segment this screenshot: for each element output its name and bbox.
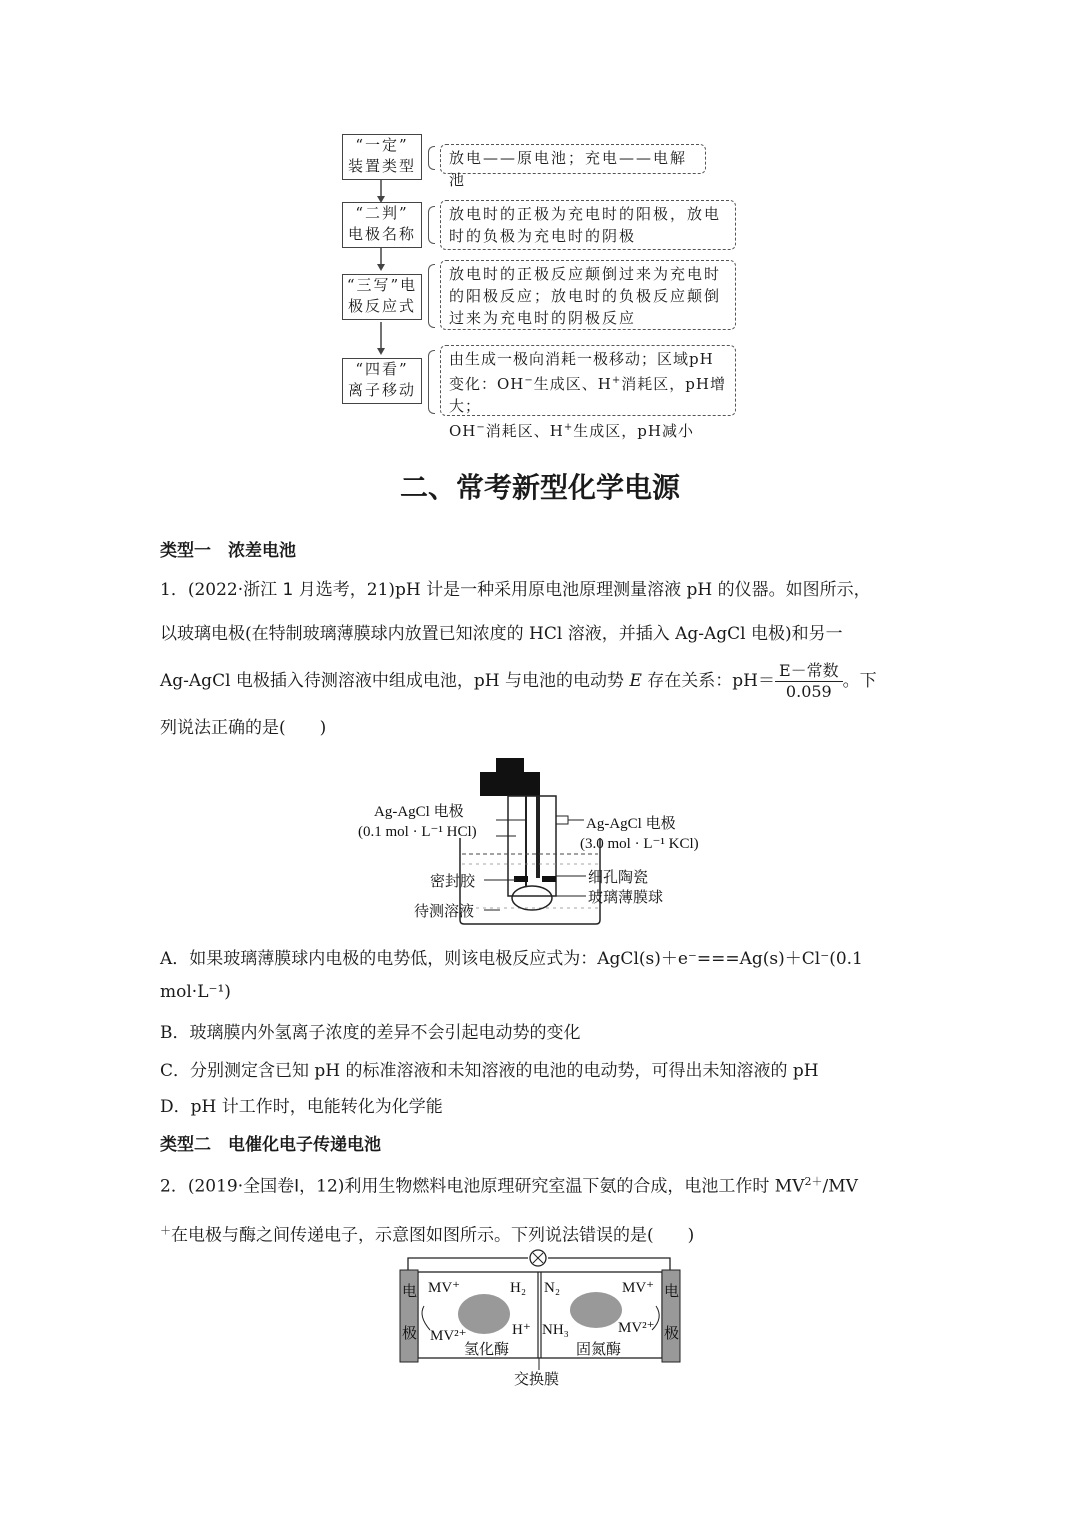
flow-desc-4-line3 (449, 417, 727, 442)
q1-line2: 以玻璃电极(在特制玻璃薄膜球内放置已知浓度的 HCl 溶液，并插入 Ag-AgCl 电极)和另一 (160, 624, 843, 644)
beaker (460, 838, 600, 924)
flow-step-2-line1: “二判” (355, 204, 409, 222)
q1-source: 浙江 1 月选考 (243, 580, 350, 600)
cycle-arrow (422, 1306, 430, 1330)
q2-charge: 2＋ (804, 1175, 823, 1188)
label-seal: 密封胶 (430, 874, 476, 890)
label-mv-plus-left: MV⁺ (428, 1280, 461, 1296)
q1-option-c: C．分别测定含已知 pH 的标准溶液和未知溶液的电池的电动势，可得出未知溶液的 pH (160, 1061, 819, 1081)
q2-number: 2．(2019· (160, 1176, 244, 1197)
flow-step-3-line1: “三写”电 (346, 276, 418, 294)
ion-text: 消耗区，pH增大； (449, 375, 726, 415)
flow-brace-4 (428, 350, 435, 414)
fuel-cell-diagram (396, 1246, 692, 1390)
label-h2: H₂ (510, 1280, 527, 1296)
flow-desc-4-line1: 由生成一极向消耗一极移动；区域pH (449, 350, 714, 368)
left-electrode-label-top: 电 (402, 1284, 418, 1300)
q2-line1 (160, 1160, 920, 1209)
label-right-electrode: Ag-AgCl 电极 (586, 816, 676, 832)
label-ceramic: 细孔陶瓷 (588, 870, 649, 886)
q2-source: 全国卷Ⅰ (243, 1176, 300, 1197)
flow-step-4-line1: “四看” (355, 360, 409, 378)
q1-option-a-line1: A．如果玻璃薄膜球内电极的电势低，则该电极反应式为：AgCl(s)＋e⁻===Ag(s)＋Cl⁻(0.1 (160, 949, 863, 969)
q1-text: 。下 (842, 671, 877, 691)
flow-brace-1 (428, 146, 435, 170)
right-electrode-label-top: 电 (664, 1284, 680, 1300)
ion-text: 变化：OH (449, 375, 525, 393)
seal-left (514, 876, 528, 882)
ion-charge: − (476, 422, 486, 433)
section-title: 二、常考新型化学电源 (399, 471, 680, 504)
label-glass-bulb: 玻璃薄膜球 (588, 890, 664, 906)
seal-right (542, 876, 556, 882)
flow-step-1 (342, 134, 422, 180)
flow-desc-1: 放电——原电池；充电——电解池 (440, 144, 706, 174)
right-electrode-label-bottom: 极 (664, 1326, 680, 1342)
ion-charge: + (611, 375, 622, 386)
fraction-numerator: E－常数 (775, 661, 843, 682)
label-left-electrode: Ag-AgCl 电极 (374, 804, 464, 820)
flow-step-3-line2: 极反应式 (347, 297, 416, 315)
fraction-denominator: 0.059 (785, 682, 832, 701)
wire-left (408, 1258, 528, 1272)
flow-step-4 (342, 358, 422, 404)
label-nitrogenase: 固氮酶 (576, 1342, 622, 1358)
glass-bulb (512, 886, 552, 910)
ion-text: 生成区，pH减小 (573, 422, 694, 440)
flow-brace-3 (428, 264, 435, 328)
q1-option-d: D．pH 计工作时，电能转化为化学能 (160, 1097, 443, 1117)
ion-charge: + (563, 422, 574, 433)
flow-brace-2 (428, 206, 435, 244)
label-hplus: H⁺ (512, 1322, 531, 1338)
label-mv-plus-right: MV⁺ (622, 1280, 655, 1296)
flow-step-1-line1: “一定” (355, 136, 409, 154)
q1-emf-symbol: E (629, 671, 642, 691)
label-membrane: 交换膜 (514, 1372, 560, 1388)
flow-step-2-line2: 电极名称 (347, 225, 416, 243)
q1-option-b: B．玻璃膜内外氢离子浓度的差异不会引起电动势的变化 (160, 1023, 581, 1043)
wire-right (548, 1258, 670, 1272)
flow-desc-2: 放电时的正极为充电时的阳极，放电时的负极为充电时的阴极 (440, 200, 736, 250)
ion-text: OH (449, 422, 477, 440)
q1-line1 (160, 568, 920, 612)
label-left-solution: (0.1 mol · L⁻¹ HCl) (358, 824, 477, 840)
flow-desc-4 (440, 345, 736, 440)
flow-step-4-line2: 离子移动 (347, 381, 416, 399)
meter-cap (480, 772, 540, 796)
q2-text: /MV (822, 1176, 858, 1197)
question-2 (160, 1160, 920, 1257)
label-mv2-left: MV²⁺ (430, 1328, 467, 1344)
question-1 (160, 568, 920, 750)
label-right-solution: (3.0 mol · L⁻¹ KCl) (580, 836, 699, 852)
flow-step-2 (342, 202, 422, 248)
ph-meter-diagram (350, 758, 730, 933)
flow-desc-3: 放电时的正极反应颠倒过来为充电时的阳极反应；放电时的负极反应颠倒过来为充电时的阴极反应 (440, 260, 736, 330)
q2-text: ，12)利用生物燃料电池原理研究室温下氨的合成，电池工作时 MV (299, 1176, 805, 1197)
q1-text: ，21)pH 计是一种采用原电池原理测量溶液 pH 的仪器。如图所示， (349, 580, 871, 600)
label-test-solution: 待测溶液 (414, 904, 475, 920)
type-heading-2: 类型二 电催化电子传递电池 (160, 1135, 381, 1155)
q2-charge: ＋ (160, 1223, 171, 1237)
q1-number: 1．(2022· (160, 580, 244, 600)
q1-text: Ag-AgCl 电极插入待测溶液中组成电池，pH 与电池的电动势 (160, 671, 630, 691)
left-electrode-label-bottom: 极 (402, 1326, 418, 1342)
ion-text: 生成区、H (533, 375, 612, 393)
ion-charge: − (524, 375, 534, 386)
q1-line3 (160, 656, 920, 706)
meter-cap-top (496, 758, 524, 772)
label-mv2-right: MV²⁺ (618, 1320, 655, 1336)
fill-port (556, 816, 568, 824)
label-nh3: NH₃ (542, 1322, 569, 1338)
label-hydrogenase: 氢化酶 (464, 1342, 510, 1358)
type-heading-1: 类型一 浓差电池 (160, 541, 296, 561)
q1-line4: 列说法正确的是( ) (160, 718, 327, 738)
q1-option-a-line2: mol·L⁻¹) (160, 982, 231, 1002)
flow-step-3 (342, 274, 422, 320)
q1-text: 存在关系：pH＝ (641, 671, 775, 691)
flow-desc-4-line2 (449, 370, 727, 417)
nitrogenase-enzyme (570, 1292, 622, 1328)
flow-step-1-line2: 装置类型 (347, 157, 416, 175)
ion-text: 消耗区、H (485, 422, 564, 440)
label-n2: N₂ (544, 1280, 561, 1296)
ph-fraction (775, 661, 843, 702)
q2-text: 在电极与酶之间传递电子，示意图如图所示。下列说法错误的是( ) (171, 1225, 695, 1246)
